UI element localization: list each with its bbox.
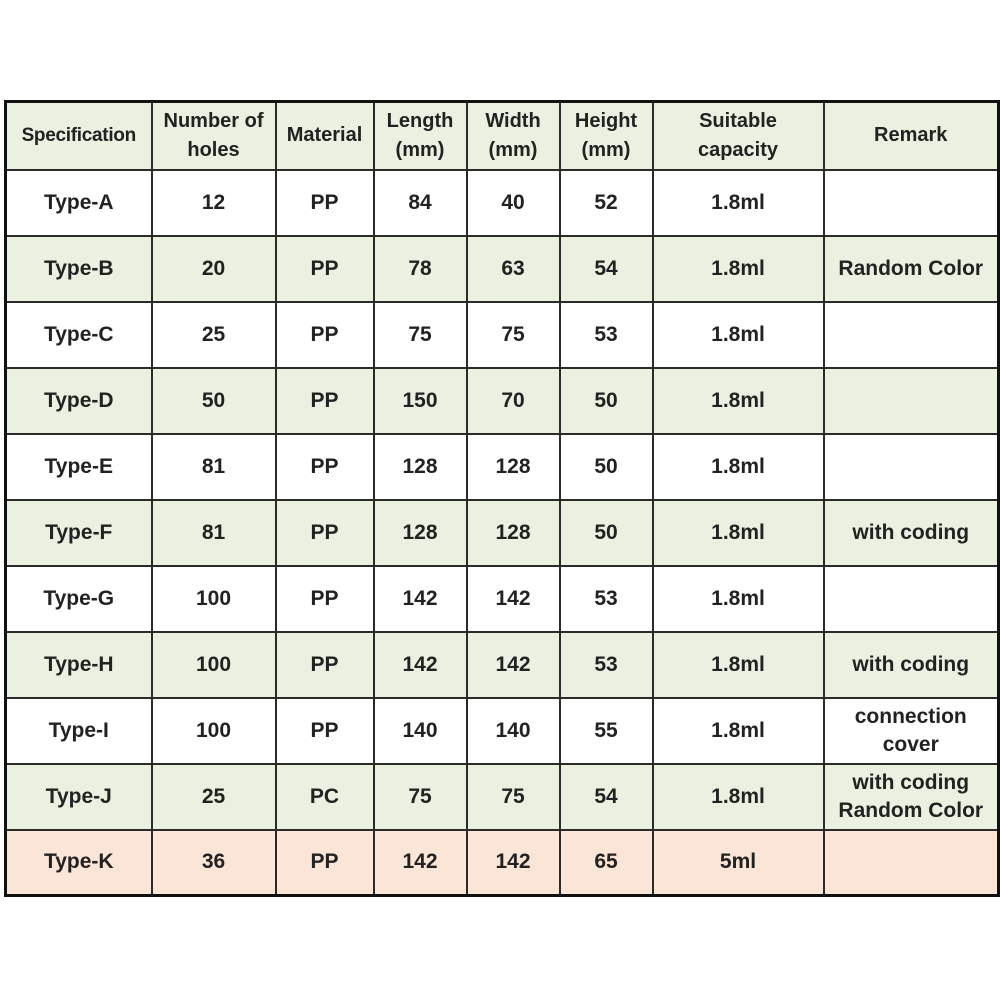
cell-suitable-capacity: 1.8ml — [653, 632, 824, 698]
header-specification: Specification — [6, 102, 152, 170]
cell-height: 53 — [560, 632, 653, 698]
cell-specification: Type-I — [6, 698, 152, 764]
header-remark: Remark — [824, 102, 999, 170]
cell-material: PP — [276, 830, 374, 896]
cell-remark: connection cover — [824, 698, 999, 764]
cell-height: 53 — [560, 302, 653, 368]
cell-suitable-capacity: 1.8ml — [653, 566, 824, 632]
cell-number-of-holes: 100 — [152, 632, 276, 698]
cell-suitable-capacity: 1.8ml — [653, 764, 824, 830]
cell-number-of-holes: 12 — [152, 170, 276, 236]
cell-width: 140 — [467, 698, 560, 764]
cell-width: 142 — [467, 632, 560, 698]
cell-width: 128 — [467, 434, 560, 500]
cell-specification: Type-H — [6, 632, 152, 698]
cell-height: 53 — [560, 566, 653, 632]
cell-width: 75 — [467, 302, 560, 368]
cell-suitable-capacity: 1.8ml — [653, 170, 824, 236]
cell-material: PP — [276, 434, 374, 500]
cell-material: PP — [276, 368, 374, 434]
cell-number-of-holes: 100 — [152, 698, 276, 764]
cell-number-of-holes: 36 — [152, 830, 276, 896]
table-row — [6, 632, 999, 698]
cell-height: 52 — [560, 170, 653, 236]
cell-width: 70 — [467, 368, 560, 434]
cell-material: PP — [276, 302, 374, 368]
cell-specification: Type-K — [6, 830, 152, 896]
cell-suitable-capacity: 5ml — [653, 830, 824, 896]
cell-suitable-capacity: 1.8ml — [653, 302, 824, 368]
cell-number-of-holes: 25 — [152, 302, 276, 368]
cell-length: 150 — [374, 368, 467, 434]
header-suitable-capacity: Suitable capacity — [653, 102, 824, 170]
cell-remark: with coding Random Color — [824, 764, 999, 830]
table-row — [6, 566, 999, 632]
cell-height: 50 — [560, 500, 653, 566]
table-row — [6, 434, 999, 500]
cell-specification: Type-J — [6, 764, 152, 830]
cell-number-of-holes: 81 — [152, 500, 276, 566]
cell-height: 50 — [560, 368, 653, 434]
cell-width: 142 — [467, 830, 560, 896]
cell-material: PP — [276, 632, 374, 698]
header-number-of-holes: Number of holes — [152, 102, 276, 170]
cell-specification: Type-B — [6, 236, 152, 302]
table-row — [6, 764, 999, 830]
cell-length: 128 — [374, 434, 467, 500]
cell-length: 142 — [374, 566, 467, 632]
cell-specification: Type-A — [6, 170, 152, 236]
cell-width: 142 — [467, 566, 560, 632]
cell-remark: with coding — [824, 500, 999, 566]
cell-length: 142 — [374, 632, 467, 698]
table-row — [6, 830, 999, 896]
cell-number-of-holes: 50 — [152, 368, 276, 434]
cell-remark — [824, 830, 999, 896]
cell-number-of-holes: 20 — [152, 236, 276, 302]
cell-length: 75 — [374, 764, 467, 830]
cell-width: 128 — [467, 500, 560, 566]
cell-length: 84 — [374, 170, 467, 236]
cell-remark — [824, 434, 999, 500]
cell-number-of-holes: 100 — [152, 566, 276, 632]
cell-suitable-capacity: 1.8ml — [653, 236, 824, 302]
table-row — [6, 500, 999, 566]
table-row — [6, 236, 999, 302]
cell-remark: with coding — [824, 632, 999, 698]
cell-length: 140 — [374, 698, 467, 764]
cell-height: 54 — [560, 236, 653, 302]
cell-remark — [824, 302, 999, 368]
cell-number-of-holes: 81 — [152, 434, 276, 500]
cell-height: 65 — [560, 830, 653, 896]
cell-material: PP — [276, 236, 374, 302]
cell-suitable-capacity: 1.8ml — [653, 434, 824, 500]
cell-width: 40 — [467, 170, 560, 236]
cell-material: PP — [276, 500, 374, 566]
table-row — [6, 698, 999, 764]
header-row — [6, 102, 999, 170]
cell-remark — [824, 566, 999, 632]
cell-height: 54 — [560, 764, 653, 830]
cell-specification: Type-G — [6, 566, 152, 632]
table-row — [6, 302, 999, 368]
table-row — [6, 170, 999, 236]
cell-length: 75 — [374, 302, 467, 368]
cell-length: 78 — [374, 236, 467, 302]
cell-specification: Type-E — [6, 434, 152, 500]
cell-length: 128 — [374, 500, 467, 566]
cell-specification: Type-D — [6, 368, 152, 434]
cell-width: 63 — [467, 236, 560, 302]
cell-specification: Type-C — [6, 302, 152, 368]
cell-width: 75 — [467, 764, 560, 830]
cell-remark — [824, 170, 999, 236]
cell-material: PP — [276, 170, 374, 236]
cell-height: 50 — [560, 434, 653, 500]
cell-height: 55 — [560, 698, 653, 764]
cell-suitable-capacity: 1.8ml — [653, 500, 824, 566]
cell-material: PP — [276, 698, 374, 764]
table-row — [6, 368, 999, 434]
cell-material: PP — [276, 566, 374, 632]
cell-suitable-capacity: 1.8ml — [653, 698, 824, 764]
header-height: Height (mm) — [560, 102, 653, 170]
header-material: Material — [276, 102, 374, 170]
cell-material: PC — [276, 764, 374, 830]
cell-number-of-holes: 25 — [152, 764, 276, 830]
cell-suitable-capacity: 1.8ml — [653, 368, 824, 434]
specification-table — [4, 100, 1000, 897]
cell-remark — [824, 368, 999, 434]
cell-remark: Random Color — [824, 236, 999, 302]
header-length: Length (mm) — [374, 102, 467, 170]
header-width: Width (mm) — [467, 102, 560, 170]
cell-length: 142 — [374, 830, 467, 896]
cell-specification: Type-F — [6, 500, 152, 566]
